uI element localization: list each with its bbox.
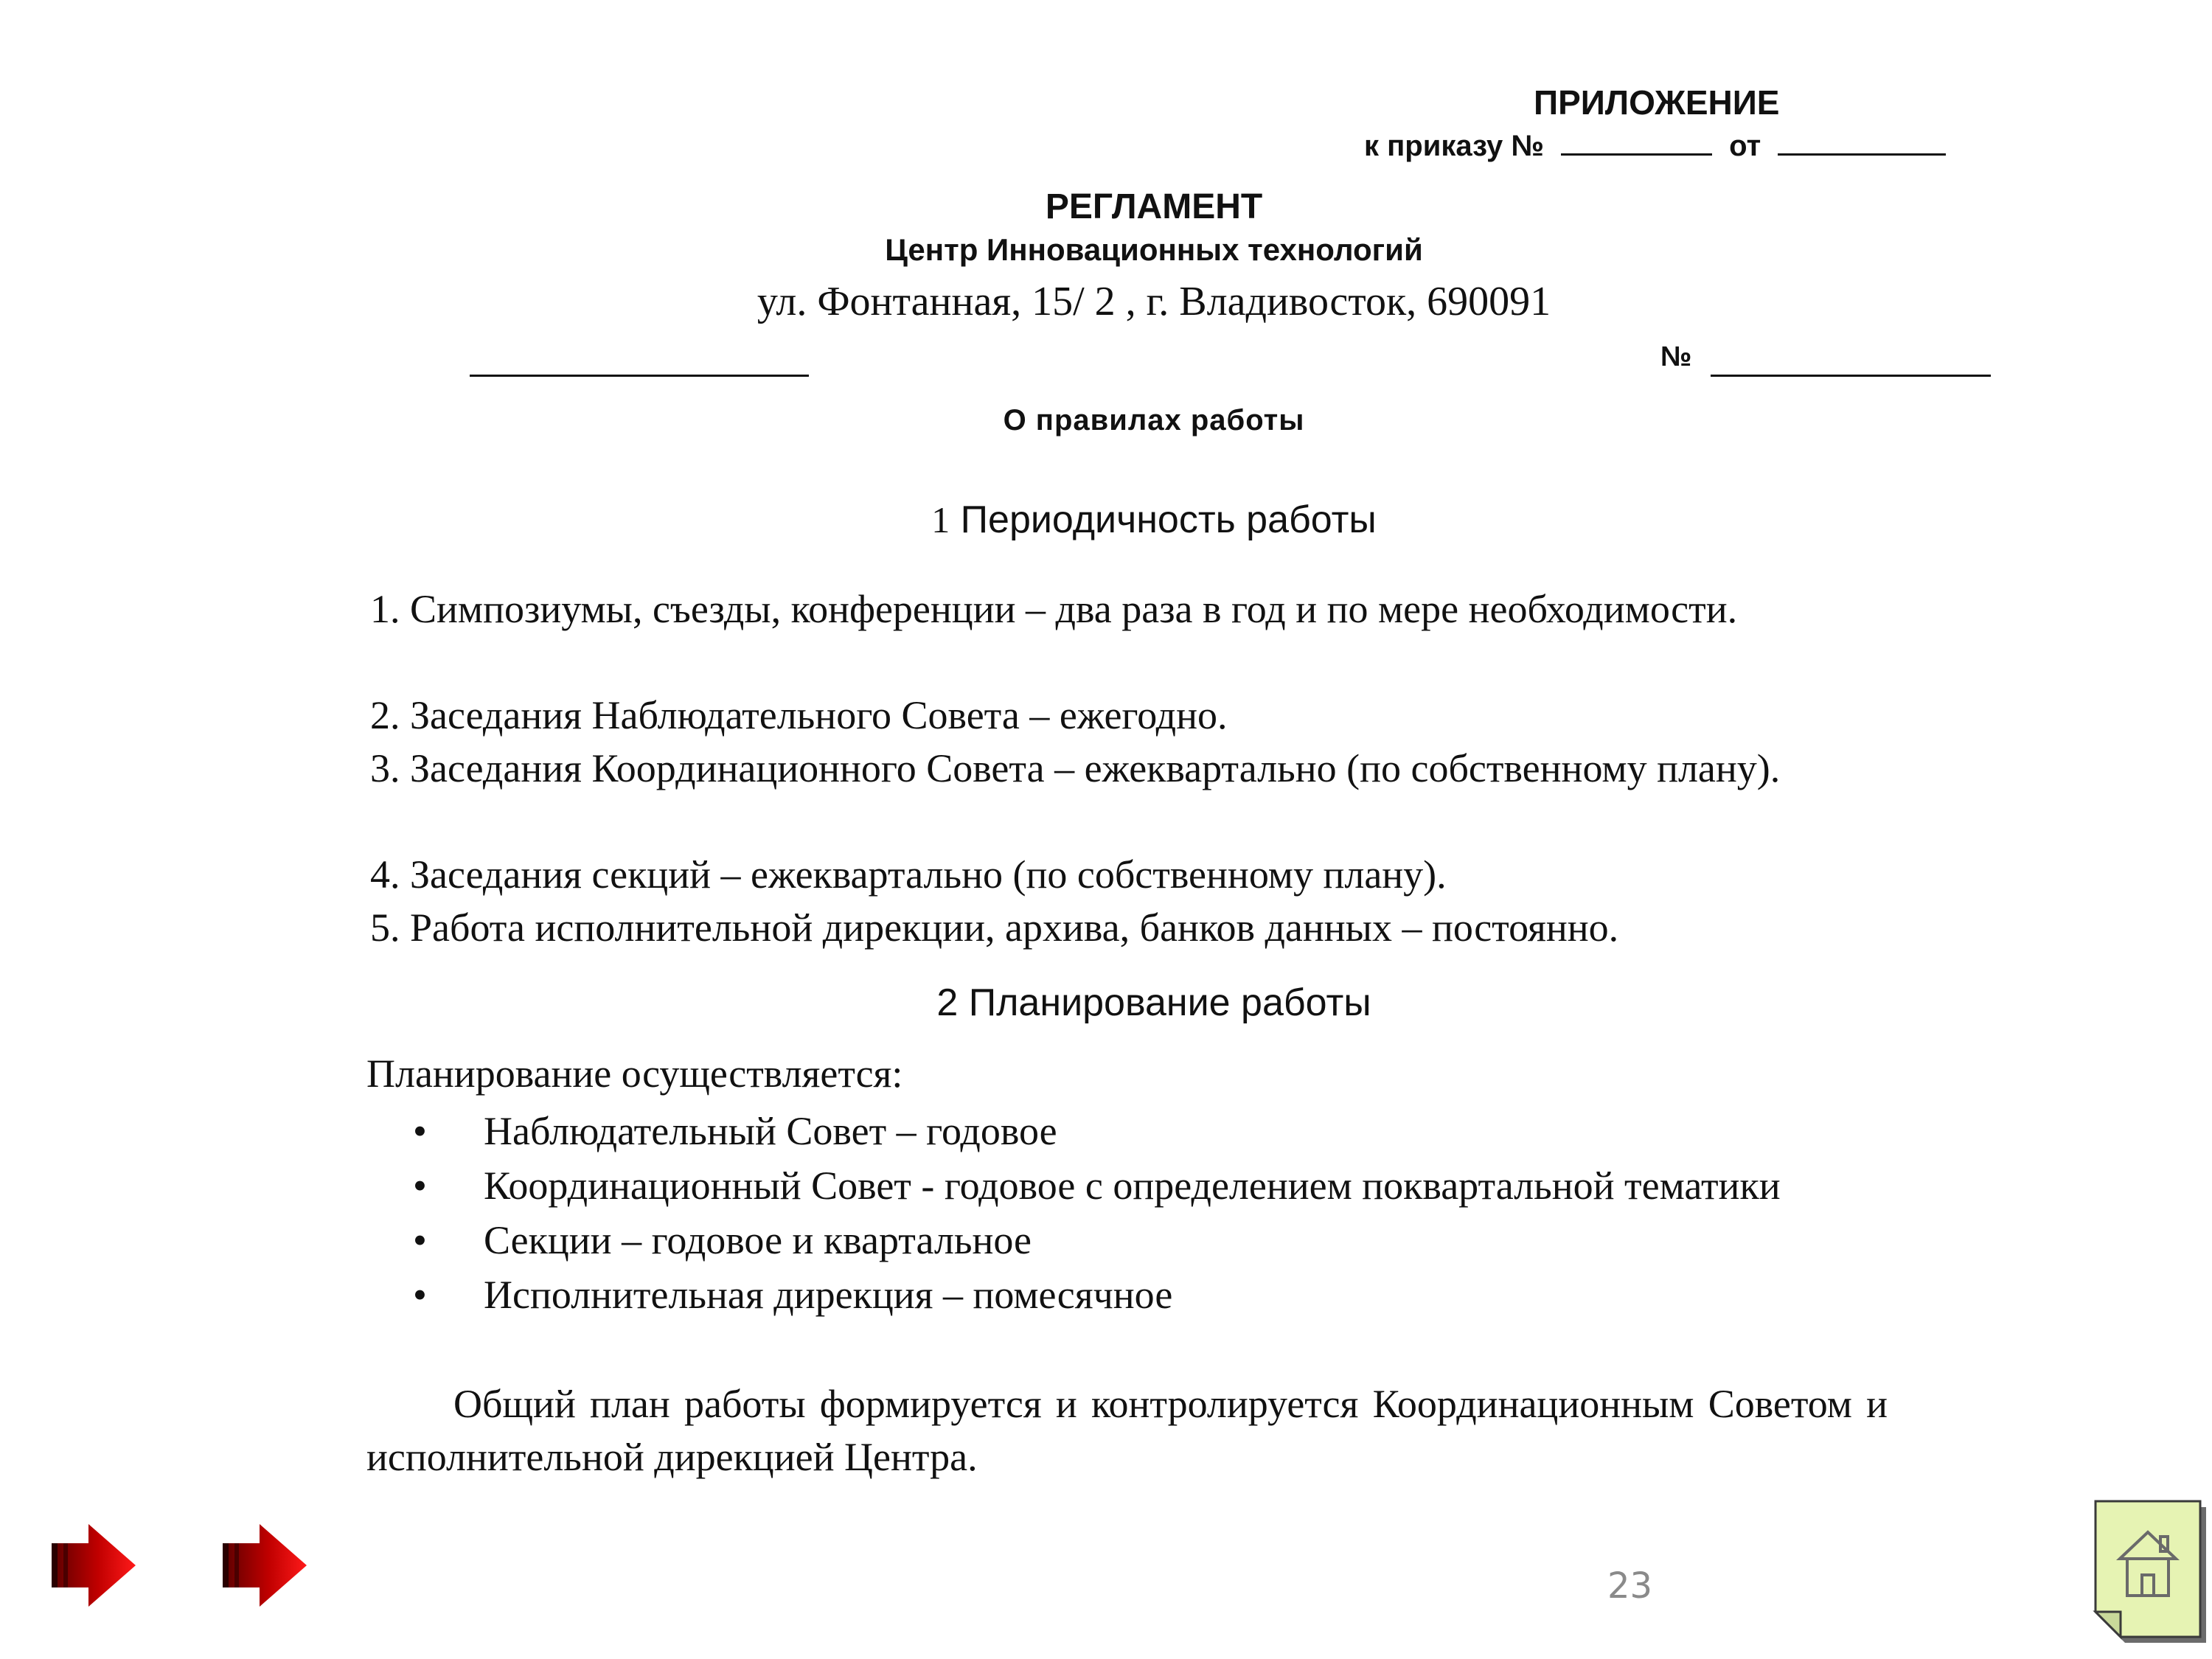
home-button[interactable] bbox=[2093, 1498, 2209, 1646]
date-blank-line bbox=[470, 375, 809, 377]
section-1-item: 4. Заседания секций – ежеквартально (по собственному плану). bbox=[370, 852, 1447, 897]
order-date-blank bbox=[1778, 127, 1946, 156]
previous-slide-arrow-icon[interactable] bbox=[50, 1521, 139, 1610]
organization-address: ул. Фонтанная, 15/ 2 , г. Владивосток, 690091 bbox=[757, 279, 1551, 324]
planning-list bbox=[413, 1104, 1888, 1322]
section-1-number: 1 bbox=[931, 499, 950, 540]
appendix-title: ПРИЛОЖЕНИЕ bbox=[1534, 83, 1780, 122]
home-icon bbox=[2093, 1498, 2209, 1646]
planning-list-item: • Координационный Совет - годовое с определением поквартальной тематики bbox=[413, 1158, 1888, 1213]
next-slide-arrow-icon[interactable] bbox=[221, 1521, 310, 1610]
section-2-heading: 2 Планирование работы bbox=[936, 981, 1371, 1024]
section-1-item: 1. Симпозиумы, съезды, конференции – два раза в год и по мере необходимости. bbox=[370, 587, 1738, 631]
planning-list-item: • Наблюдательный Совет – годовое bbox=[413, 1104, 1888, 1158]
document-number-blank-line bbox=[1711, 375, 1991, 377]
section-1-item: 3. Заседания Координационного Совета – ежеквартально (по собственному плану). bbox=[370, 746, 1781, 790]
section-1-item: 2. Заседания Наблюдательного Совета – ежегодно. bbox=[370, 693, 1228, 737]
organization-name: Центр Инновационных технологий bbox=[885, 232, 1423, 267]
planning-list-item: • Секции – годовое и квартальное bbox=[413, 1213, 1888, 1267]
section-1-title: Периодичность работы bbox=[960, 498, 1377, 541]
planning-list-item: • Исполнительная дирекция – помесячное bbox=[413, 1267, 1888, 1322]
appendix-order-line bbox=[1364, 127, 1946, 163]
planning-intro: Планирование осуществляется: bbox=[366, 1051, 903, 1096]
document-title: РЕГЛАМЕНТ bbox=[1045, 187, 1263, 226]
document-number-label: № bbox=[1660, 341, 1692, 372]
planning-closing-paragraph: Общий план работы формируется и контролируется Координационным Советом и исполнительной дирекцией Центра. bbox=[366, 1382, 1888, 1479]
page-number: 23 bbox=[1607, 1565, 1653, 1607]
section-1-item: 5. Работа исполнительной дирекции, архива, банков данных – постоянно. bbox=[370, 905, 1619, 950]
order-number-blank bbox=[1561, 127, 1712, 156]
order-prefix: к приказу № bbox=[1364, 130, 1544, 162]
order-from: от bbox=[1729, 130, 1761, 162]
section-1-heading bbox=[0, 498, 2212, 542]
document-subject: О правилах работы bbox=[1003, 404, 1305, 437]
